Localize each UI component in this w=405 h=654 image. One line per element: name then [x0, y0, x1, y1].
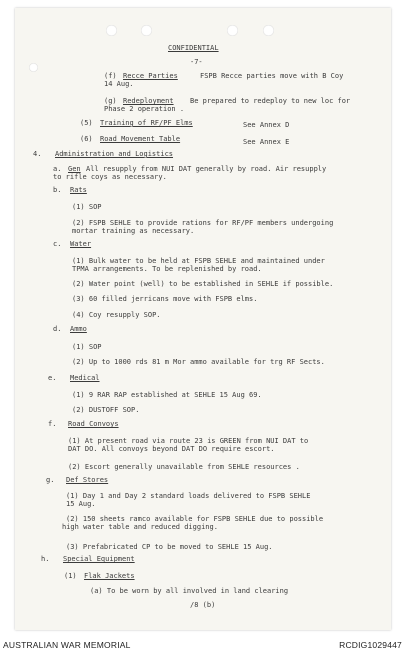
- text-line: Be prepared to redeploy to new loc for: [190, 97, 351, 105]
- section-title: Administration and Logistics: [55, 150, 174, 158]
- item-title: Water: [70, 240, 92, 248]
- item-title: Def Stores: [66, 476, 109, 484]
- item-title: Training of RF/PF Elms: [100, 119, 193, 127]
- item-title: Redeployment: [123, 97, 174, 105]
- item-label: (5): [80, 119, 93, 127]
- punch-hole: [29, 63, 38, 72]
- text-line: (2) Up to 1000 rds 81 m Mor ammo available for trg RF Sects.: [72, 358, 325, 366]
- item-label: (g): [104, 97, 117, 105]
- text-line: (3) 60 filled jerricans move with FSPB elms.: [72, 295, 258, 303]
- text-line: (1) Bulk water to be held at FSPB SEHLE and maintained under: [72, 257, 325, 265]
- archive-reference: RCDIG1029447: [339, 640, 402, 650]
- text-line: (1) Day 1 and Day 2 standard loads delivered to FSPB SEHLE: [66, 492, 311, 500]
- source-credit: AUSTRALIAN WAR MEMORIAL: [3, 640, 131, 650]
- annex-reference: See Annex E: [243, 138, 290, 146]
- item-label: e.: [48, 374, 57, 382]
- item-title: Medical: [70, 374, 100, 382]
- text-line: (1) SOP: [72, 343, 102, 351]
- punch-hole: [106, 25, 117, 36]
- item-label: a.: [53, 165, 62, 173]
- text-line: (a) To be worn by all involved in land clearing: [90, 587, 289, 595]
- item-label: f.: [48, 420, 57, 428]
- item-title: Road Convoys: [68, 420, 119, 428]
- text-line: TPMA arrangements. To be replenished by road.: [72, 265, 262, 273]
- section-number: 4.: [33, 150, 42, 158]
- punch-hole: [263, 25, 274, 36]
- item-title: Ammo: [70, 325, 87, 333]
- text-line: 15 Aug.: [66, 500, 96, 508]
- punch-hole: [227, 25, 238, 36]
- item-label: (f): [104, 72, 117, 80]
- item-label: h.: [41, 555, 50, 563]
- text-line: (2) DUSTOFF SOP.: [72, 406, 140, 414]
- text-line: to rifle coys as necessary.: [53, 173, 167, 181]
- text-line: All resupply from NUI DAT generally by road. Air resupply: [86, 165, 327, 173]
- classification-header: CONFIDENTIAL: [168, 44, 219, 52]
- text-line: DAT DO. All convoys beyond DAT DO require escort.: [68, 445, 275, 453]
- item-label: (6): [80, 135, 93, 143]
- item-title: Gen: [68, 165, 81, 173]
- page-number: -7-: [190, 58, 203, 66]
- text-line: (3) Prefabricated CP to be moved to SEHLE 15 Aug.: [66, 543, 273, 551]
- item-label: (1): [64, 572, 77, 580]
- text-line: (2) 150 sheets ramco available for FSPB SEHLE due to possible: [66, 515, 324, 523]
- text-line: (1) 9 RAR RAP established at SEHLE 15 Aug 69.: [72, 391, 262, 399]
- item-label: b.: [53, 186, 62, 194]
- item-label: d.: [53, 325, 62, 333]
- item-title: Road Movement Table: [100, 135, 181, 143]
- text-line: high water table and reduced digging.: [62, 523, 218, 531]
- text-line: (1) At present road via route 23 is GREEN from NUI DAT to: [68, 437, 309, 445]
- text-line: (2) FSPB SEHLE to provide rations for RF/PF members undergoing: [72, 219, 334, 227]
- text-line: Phase 2 operation .: [104, 105, 185, 113]
- item-title: Special Equipment: [63, 555, 135, 563]
- text-line: 14 Aug.: [104, 80, 134, 88]
- text-line: (1) SOP: [72, 203, 102, 211]
- text-line: (4) Coy resupply SOP.: [72, 311, 161, 319]
- item-title: Flak Jackets: [84, 572, 135, 580]
- annex-reference: See Annex D: [243, 121, 290, 129]
- item-title: Recce Parties: [123, 72, 178, 80]
- text-line: FSPB Recce parties move with B Coy: [200, 72, 344, 80]
- item-label: c.: [53, 240, 62, 248]
- text-line: (2) Escort generally unavailable from SEHLE resources .: [68, 463, 300, 471]
- continuation-marker: /8 (b): [190, 601, 216, 609]
- text-line: (2) Water point (well) to be established in SEHLE if possible.: [72, 280, 334, 288]
- punch-hole: [141, 25, 152, 36]
- item-title: Rats: [70, 186, 87, 194]
- item-label: g.: [46, 476, 55, 484]
- text-line: mortar training as necessary.: [72, 227, 195, 235]
